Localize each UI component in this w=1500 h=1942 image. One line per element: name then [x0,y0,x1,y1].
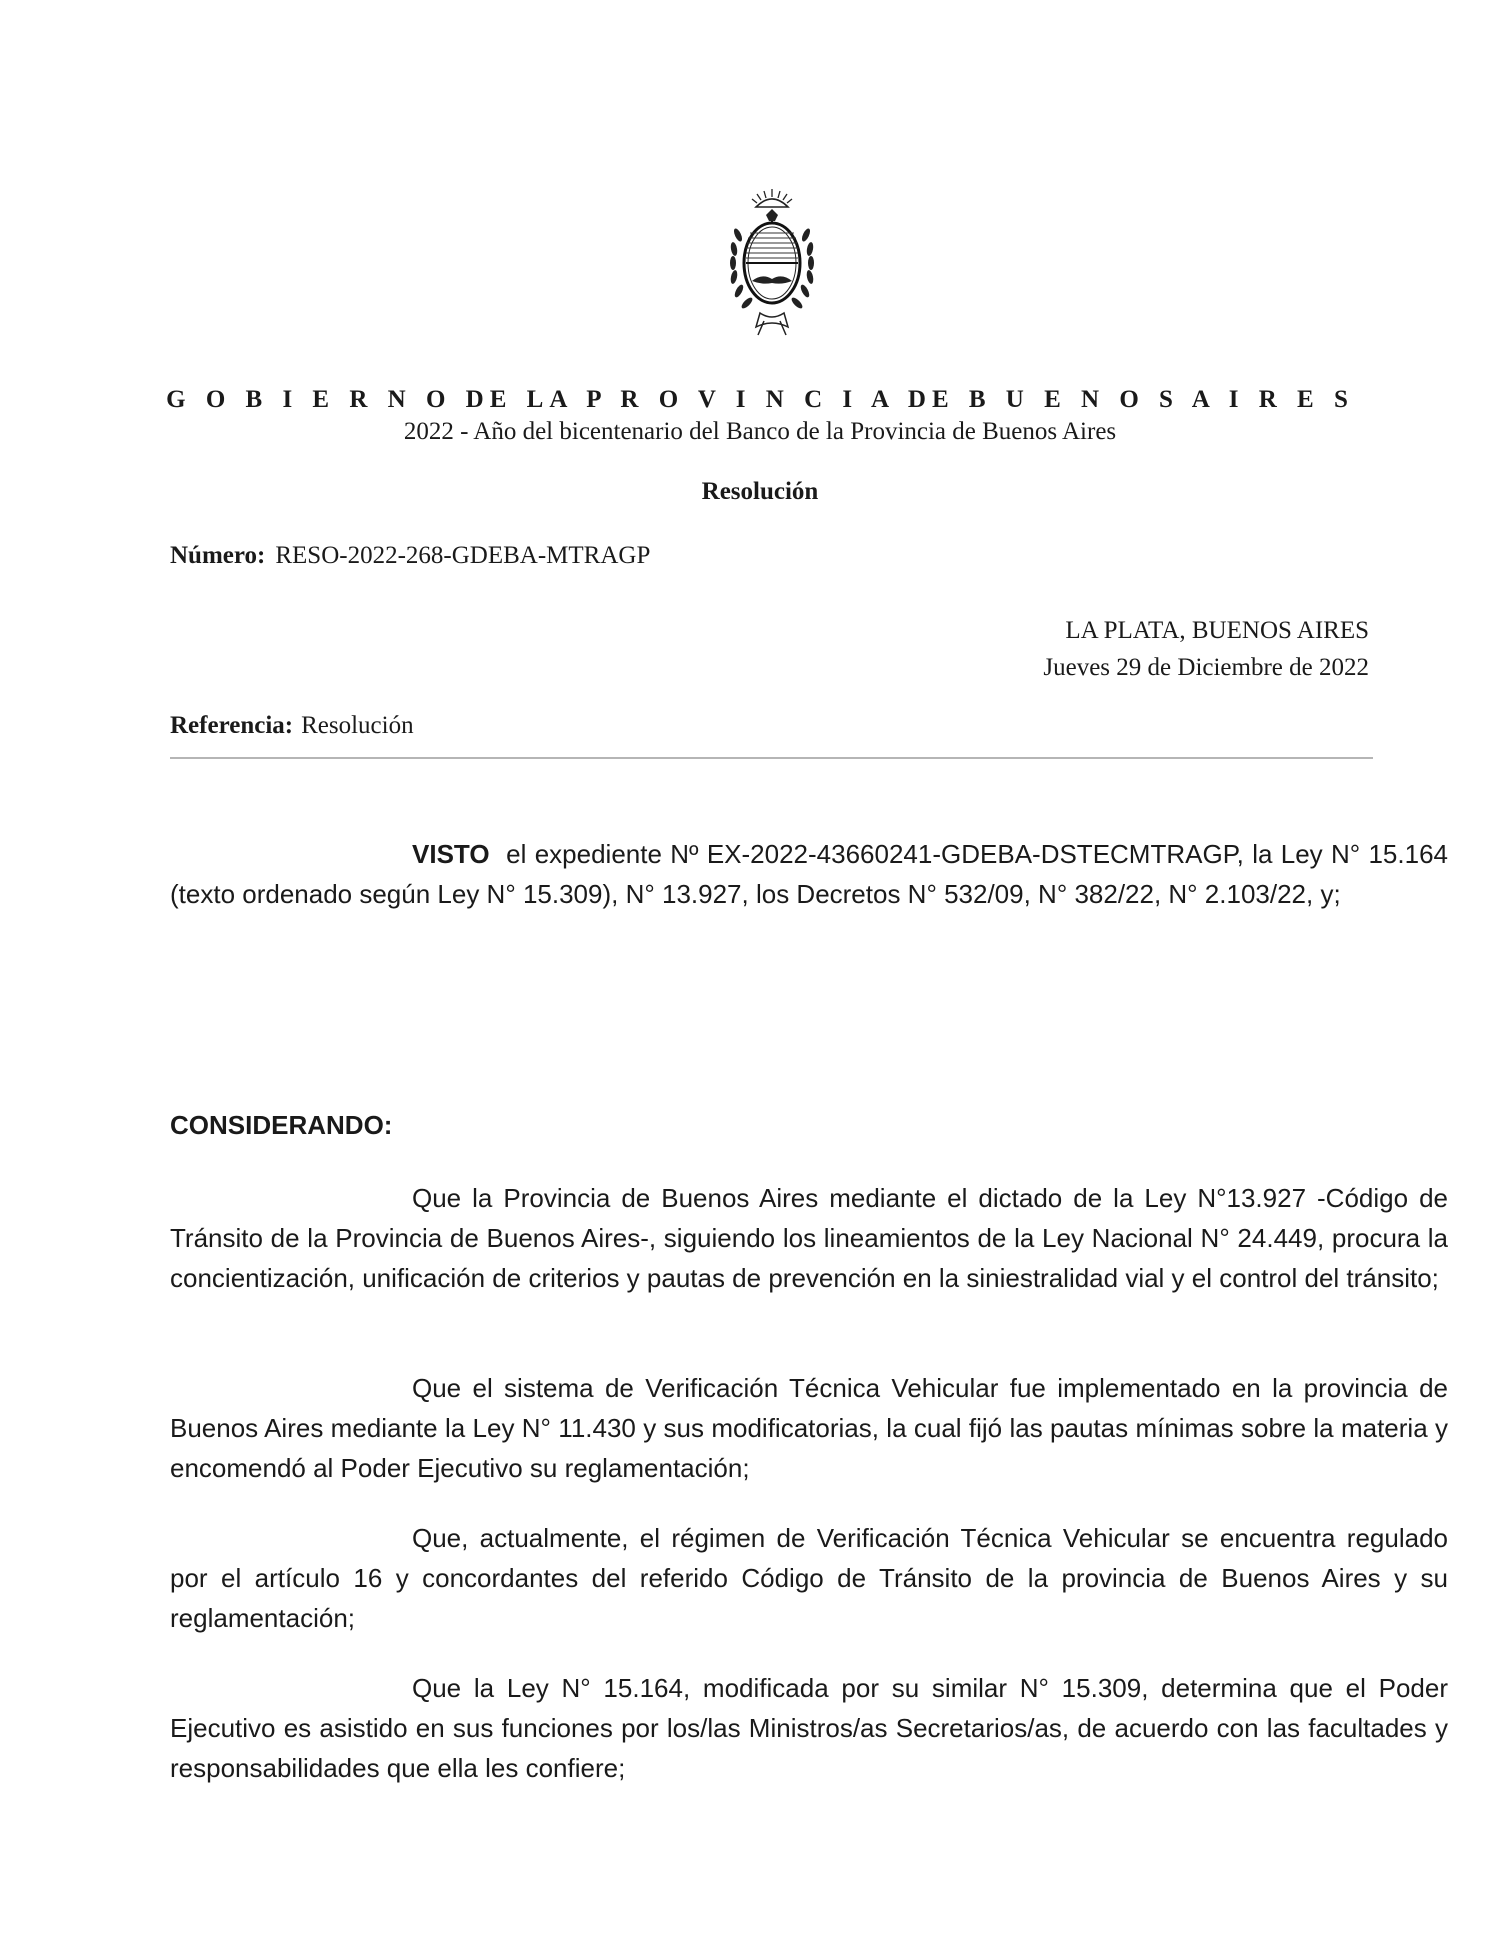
paragraph [170,1518,1448,1638]
paragraph-text: Que, actualmente, el régimen de Verificación Técnica Vehicular se encuentra regulado por el artículo 16 y concordantes del referido Código de Tránsito de la provincia de Buenos Aires y su reglamentación; [170,1523,1448,1633]
paragraph-text: Que la Ley N° 15.164, modificada por su similar N° 15.309, determina que el Poder Ejecutivo es asistido en sus funciones por los/las Ministros/as Secretarios/as, de acuerdo con las facultades y responsabilidades que ella les confiere; [170,1673,1448,1783]
visto-paragraph [170,834,1448,914]
visto-text: el expediente Nº EX-2022-43660241-GDEBA-DSTECMTRAGP, la Ley N° 15.164 (texto ordenado según Ley N° 15.309), N° 13.927, los Decretos N° 532/09, N° 382/22, N° 2.103/22, y; [170,839,1448,909]
header-divider [170,757,1373,759]
year-motto: 2022 - Año del bicentenario del Banco de la Provincia de Buenos Aires [403,418,1117,445]
paragraph-text: Que la Provincia de Buenos Aires mediante el dictado de la Ley N°13.927 -Código de Tránsito de la Provincia de Buenos Aires-, siguiendo los lineamientos de la Ley Nacional N° 24.449, procura la concientización, unificación de criterios y pautas de prevención en la siniestralidad vial y el control del tránsito; [170,1183,1448,1293]
paragraph-text: Que el sistema de Verificación Técnica Vehicular fue implementado en la provincia de Buenos Aires mediante la Ley N° 11.430 y sus modificatorias, la cual fijó las pautas mínimas sobre la materia y encomendó al Poder Ejecutivo su reglamentación; [170,1373,1448,1483]
document-type-title: Resolución [701,478,819,505]
reference-label: Referencia: [170,712,294,739]
considerando-heading: CONSIDERANDO: [170,1110,393,1140]
number-value: RESO-2022-268-GDEBA-MTRAGP [275,542,651,569]
government-title: G O B I E R N O DE LA P R O V I N C I A DE B U E N O S A I R E S [166,386,1354,413]
coat-of-arms-icon [722,185,822,337]
reference-value: Resolución [301,712,414,739]
paragraph [170,1178,1448,1298]
reference [170,712,414,740]
resolution-number [170,542,650,570]
number-label: Número: [170,542,266,569]
place: LA PLATA, BUENOS AIRES [1065,617,1369,644]
paragraph [170,1368,1448,1488]
place-and-date [1043,612,1369,686]
visto-keyword: VISTO [412,839,490,869]
date: Jueves 29 de Diciembre de 2022 [1043,654,1369,681]
paragraph [170,1668,1448,1788]
